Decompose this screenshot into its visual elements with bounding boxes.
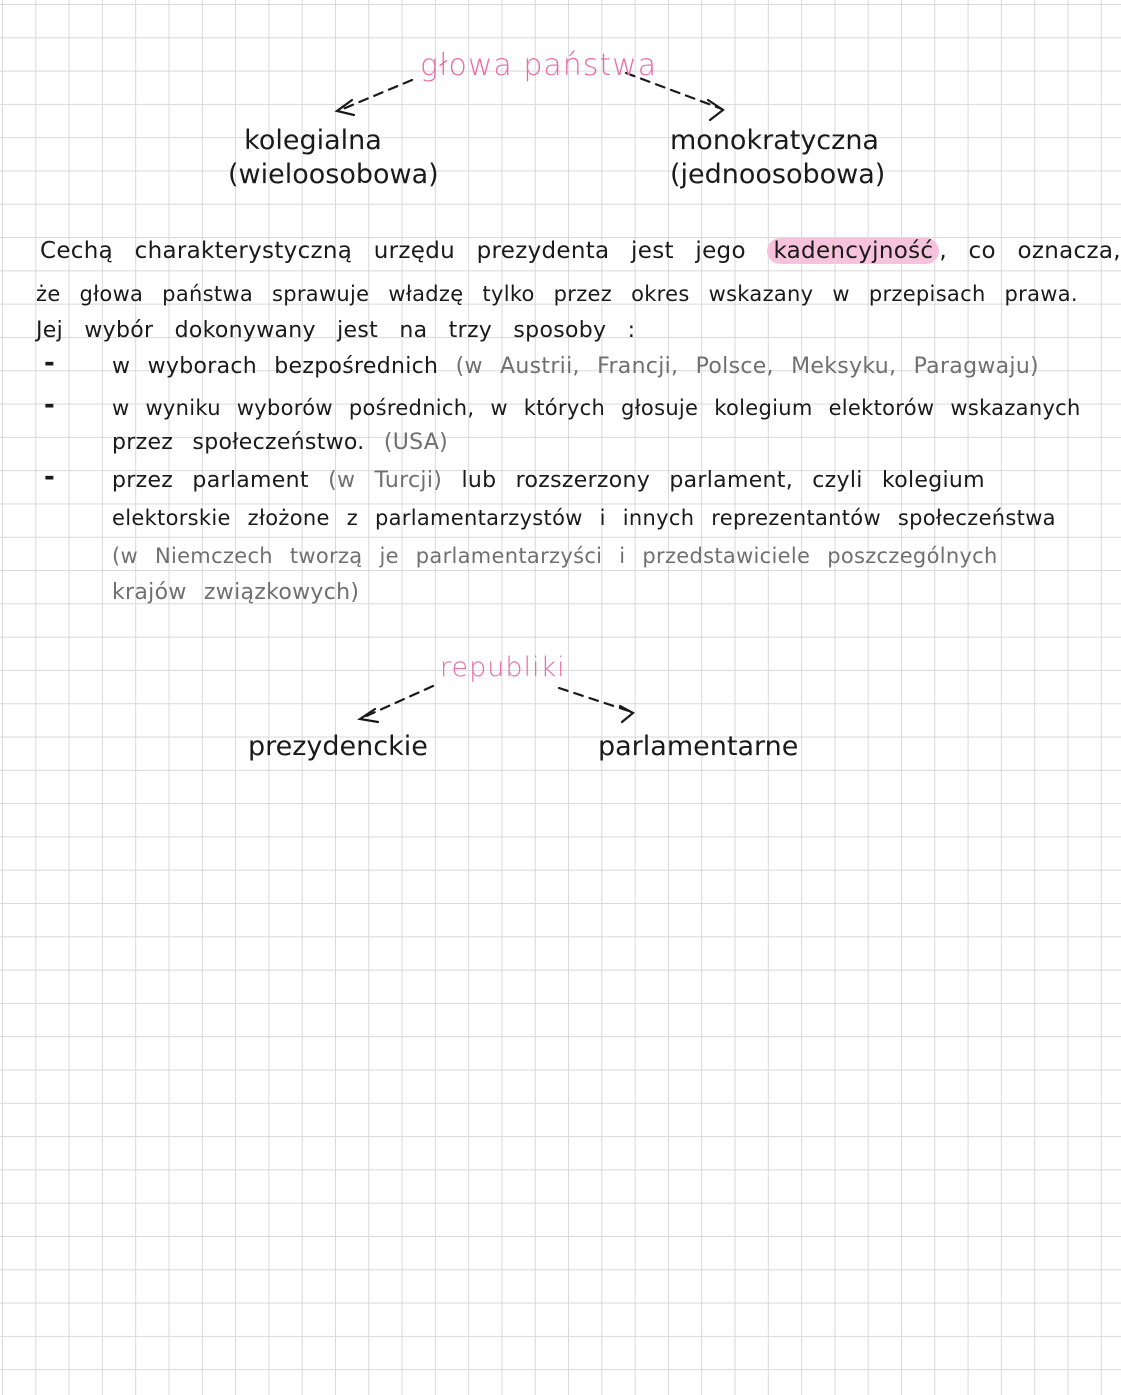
bullet1-line: [112, 354, 1039, 379]
diagram1-left-line2: (wieloosobowa): [228, 159, 439, 190]
diagram1-right-line1: monokratyczna: [670, 125, 879, 156]
paragraph-line1: [40, 238, 1121, 264]
highlight-kadencyjnosc: kadencyjność: [767, 238, 939, 264]
bullet2-line2: [112, 430, 448, 455]
bullet2-text2: przez społeczeństwo.: [112, 430, 365, 455]
bullet3-line1: [112, 468, 985, 493]
bullet3-text: przez parlament: [112, 468, 309, 493]
bullet3-line2: elektorskie złożone z parlamentarzystów i innych reprezentantów społeczeństwa: [112, 506, 1056, 530]
paragraph-line2: że głowa państwa sprawuje władzę tylko przez okres wskazany w przepisach prawa.: [36, 282, 1078, 306]
bullet3-dash: -: [44, 462, 55, 492]
paragraph-line3: Jej wybór dokonywany jest na trzy sposoby :: [36, 318, 636, 343]
diagram2-left: prezydenckie: [248, 731, 428, 762]
diagram2-title: republiki: [440, 652, 566, 683]
diagram1-left-line1: kolegialna: [244, 125, 382, 156]
bullet2-line1: w wyniku wyborów pośrednich, w których głosuje kolegium elektorów wskazanych: [112, 396, 1081, 420]
diagram1-left-branch: [228, 124, 439, 192]
bullet2-note: (USA): [383, 430, 449, 455]
bullet1-text: w wyborach bezpośrednich: [112, 354, 439, 379]
diagram1-title: głowa państwa: [420, 48, 658, 83]
diagram1-right-branch: [670, 124, 886, 192]
arrow-to-kolegialna: [338, 80, 412, 111]
diagram2-right: parlamentarne: [598, 731, 799, 762]
arrow-to-prezydenckie: [362, 686, 433, 718]
bullet1-note: (w Austrii, Francji, Polsce, Meksyku, Paragwaju): [455, 354, 1039, 379]
bullet1-dash: -: [44, 348, 55, 378]
bullet3-text-cont: lub rozszerzony parlament, czyli kolegium: [461, 468, 985, 493]
paragraph-line1-pre: Cechą charakterystyczną urzędu prezydenta jest jego: [40, 238, 746, 264]
bullet2-dash: -: [44, 390, 55, 420]
bullet3-note-line3: (w Niemczech tworzą je parlamentarzyści i przedstawiciele poszczególnych: [112, 544, 998, 568]
arrow-to-parlamentarne: [559, 688, 632, 712]
diagram1-right-line2: (jednoosobowa): [670, 159, 886, 190]
paragraph-line1-post: , co oznacza,: [939, 238, 1121, 264]
bullet3-note: (w Turcji): [328, 468, 443, 493]
bullet3-note-line4: krajów związkowych): [112, 580, 360, 605]
arrowhead-monokratyczna: [708, 100, 723, 120]
